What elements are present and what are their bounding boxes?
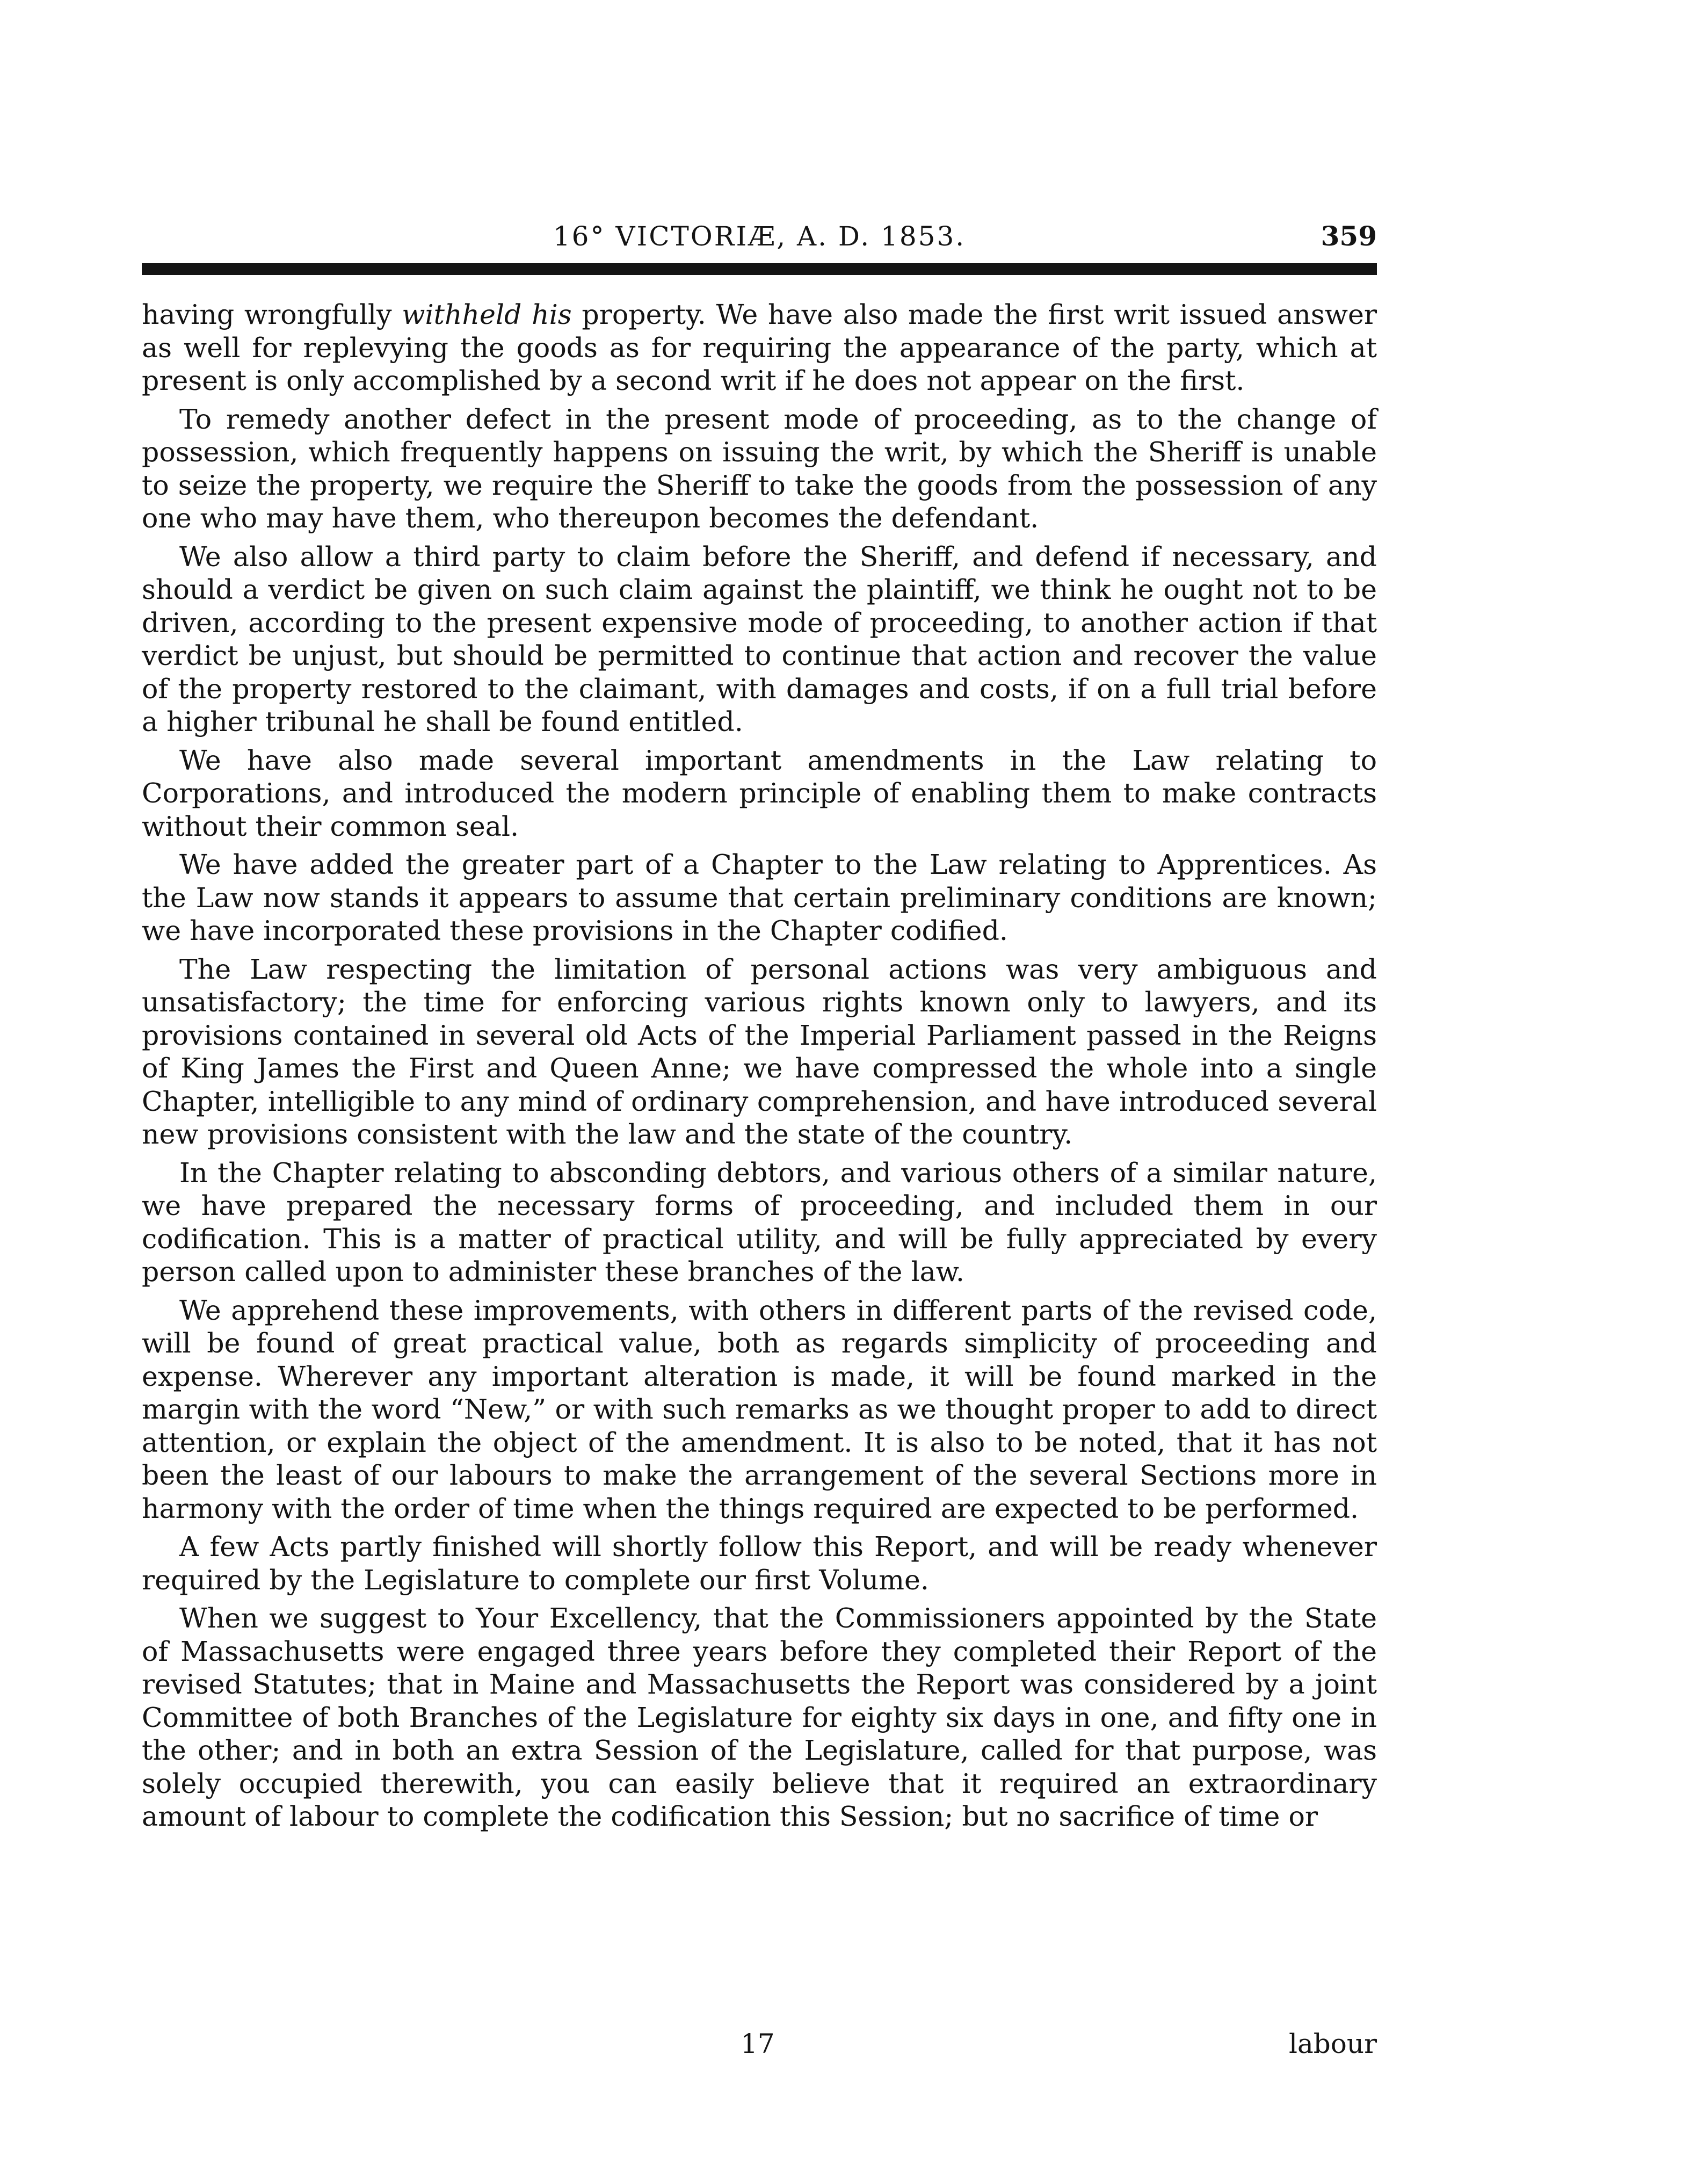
- paragraph-9: A few Acts partly finished will shortly follow this Report, and will be ready whenever required by the Legislature to complete our first Volume.: [142, 1531, 1377, 1596]
- paragraph-4: We have also made several important amendments in the Law relating to Corporations, and introduced the modern principle of enabling them to make contracts without their common seal.: [142, 744, 1377, 842]
- paragraph-2: To remedy another defect in the present mode of proceeding, as to the change of possession, which frequently happens on issuing the writ, by which the Sheriff is unable to seize the property, we require the Sheriff to take the goods from the possession of any one who may have them, who thereupon becomes the defendant.: [142, 403, 1377, 534]
- header-rule: [142, 263, 1377, 275]
- page-header: [142, 212, 1377, 261]
- paragraph-1-italic: withheld his: [402, 299, 572, 330]
- paragraph-1-after: property. We have also made the first writ issued answer as well for replevying the goods as for requiring the appearance of the party, which at present is only accomplished by a second writ if he does not appear on the first.: [142, 299, 1377, 396]
- page-number: 359: [1321, 220, 1377, 252]
- signature-mark: 17: [741, 2028, 775, 2059]
- paragraph-7: In the Chapter relating to absconding debtors, and various others of a similar nature, we have prepared the necessary forms of proceeding, and included them in our codification. This is a matter of practical utility, and will be fully appreciated by every person called upon to administer these branches of the law.: [142, 1156, 1377, 1288]
- paragraph-10: When we suggest to Your Excellency, that the Commissioners appointed by the State of Massachusetts were engaged three years before they completed their Report of the revised Statutes; that in Maine and Massachusetts the Report was considered by a joint Committee of both Branches of the Legislature for eighty six days in one, and fifty one in the other; and in both an extra Session of the Legislature, called for that purpose, was solely occupied therewith, you can easily believe that it required an extraordinary amount of labour to complete the codification this Session; but no sacrifice of time or: [142, 1602, 1377, 1832]
- body-text: [142, 298, 1377, 1833]
- running-title: 16° VICTORIÆ, A. D. 1853.: [553, 221, 966, 252]
- paragraph-3: We also allow a third party to claim before the Sheriff, and defend if necessary, and should a verdict be given on such claim against the plaintiff, we think he ought not to be driven, according to the present expensive mode of proceeding, to another action if that verdict be unjust, but should be permitted to continue that action and recover the value of the property restored to the claimant, with damages and costs, if on a full trial before a higher tribunal he shall be found entitled.: [142, 540, 1377, 737]
- paragraph-1: [142, 298, 1377, 397]
- paragraph-5: We have added the greater part of a Chapter to the Law relating to Apprentices. As the Law now stands it appears to assume that certain preliminary conditions are known; we have incorporated these provisions in the Chapter codified.: [142, 849, 1377, 946]
- page-footer: [142, 2025, 1377, 2063]
- paragraph-6: The Law respecting the limitation of personal actions was very ambiguous and unsatisfactory; the time for enforcing various rights known only to lawyers, and its provisions contained in several old Acts of the Imperial Parliament passed in the Reigns of King James the First and Queen Anne; we have compressed the whole into a single Chapter, intelligible to any mind of ordinary comprehension, and have introduced several new provisions consistent with the law and the state of the country.: [142, 953, 1377, 1150]
- paragraph-1-before: having wrongfully: [142, 299, 402, 330]
- catchword: labour: [1288, 2028, 1377, 2059]
- paragraph-8: We apprehend these improvements, with others in different parts of the revised code, will be found of great practical value, both as regards simplicity of proceeding and expense. Wherever any important alteration is made, it will be found marked in the margin with the word “New,” or with such remarks as we thought proper to add to direct attention, or explain the object of the amendment. It is also to be noted, that it has not been the least of our labours to make the arrangement of the several Sections more in harmony with the order of time when the things required are expected to be performed.: [142, 1294, 1377, 1524]
